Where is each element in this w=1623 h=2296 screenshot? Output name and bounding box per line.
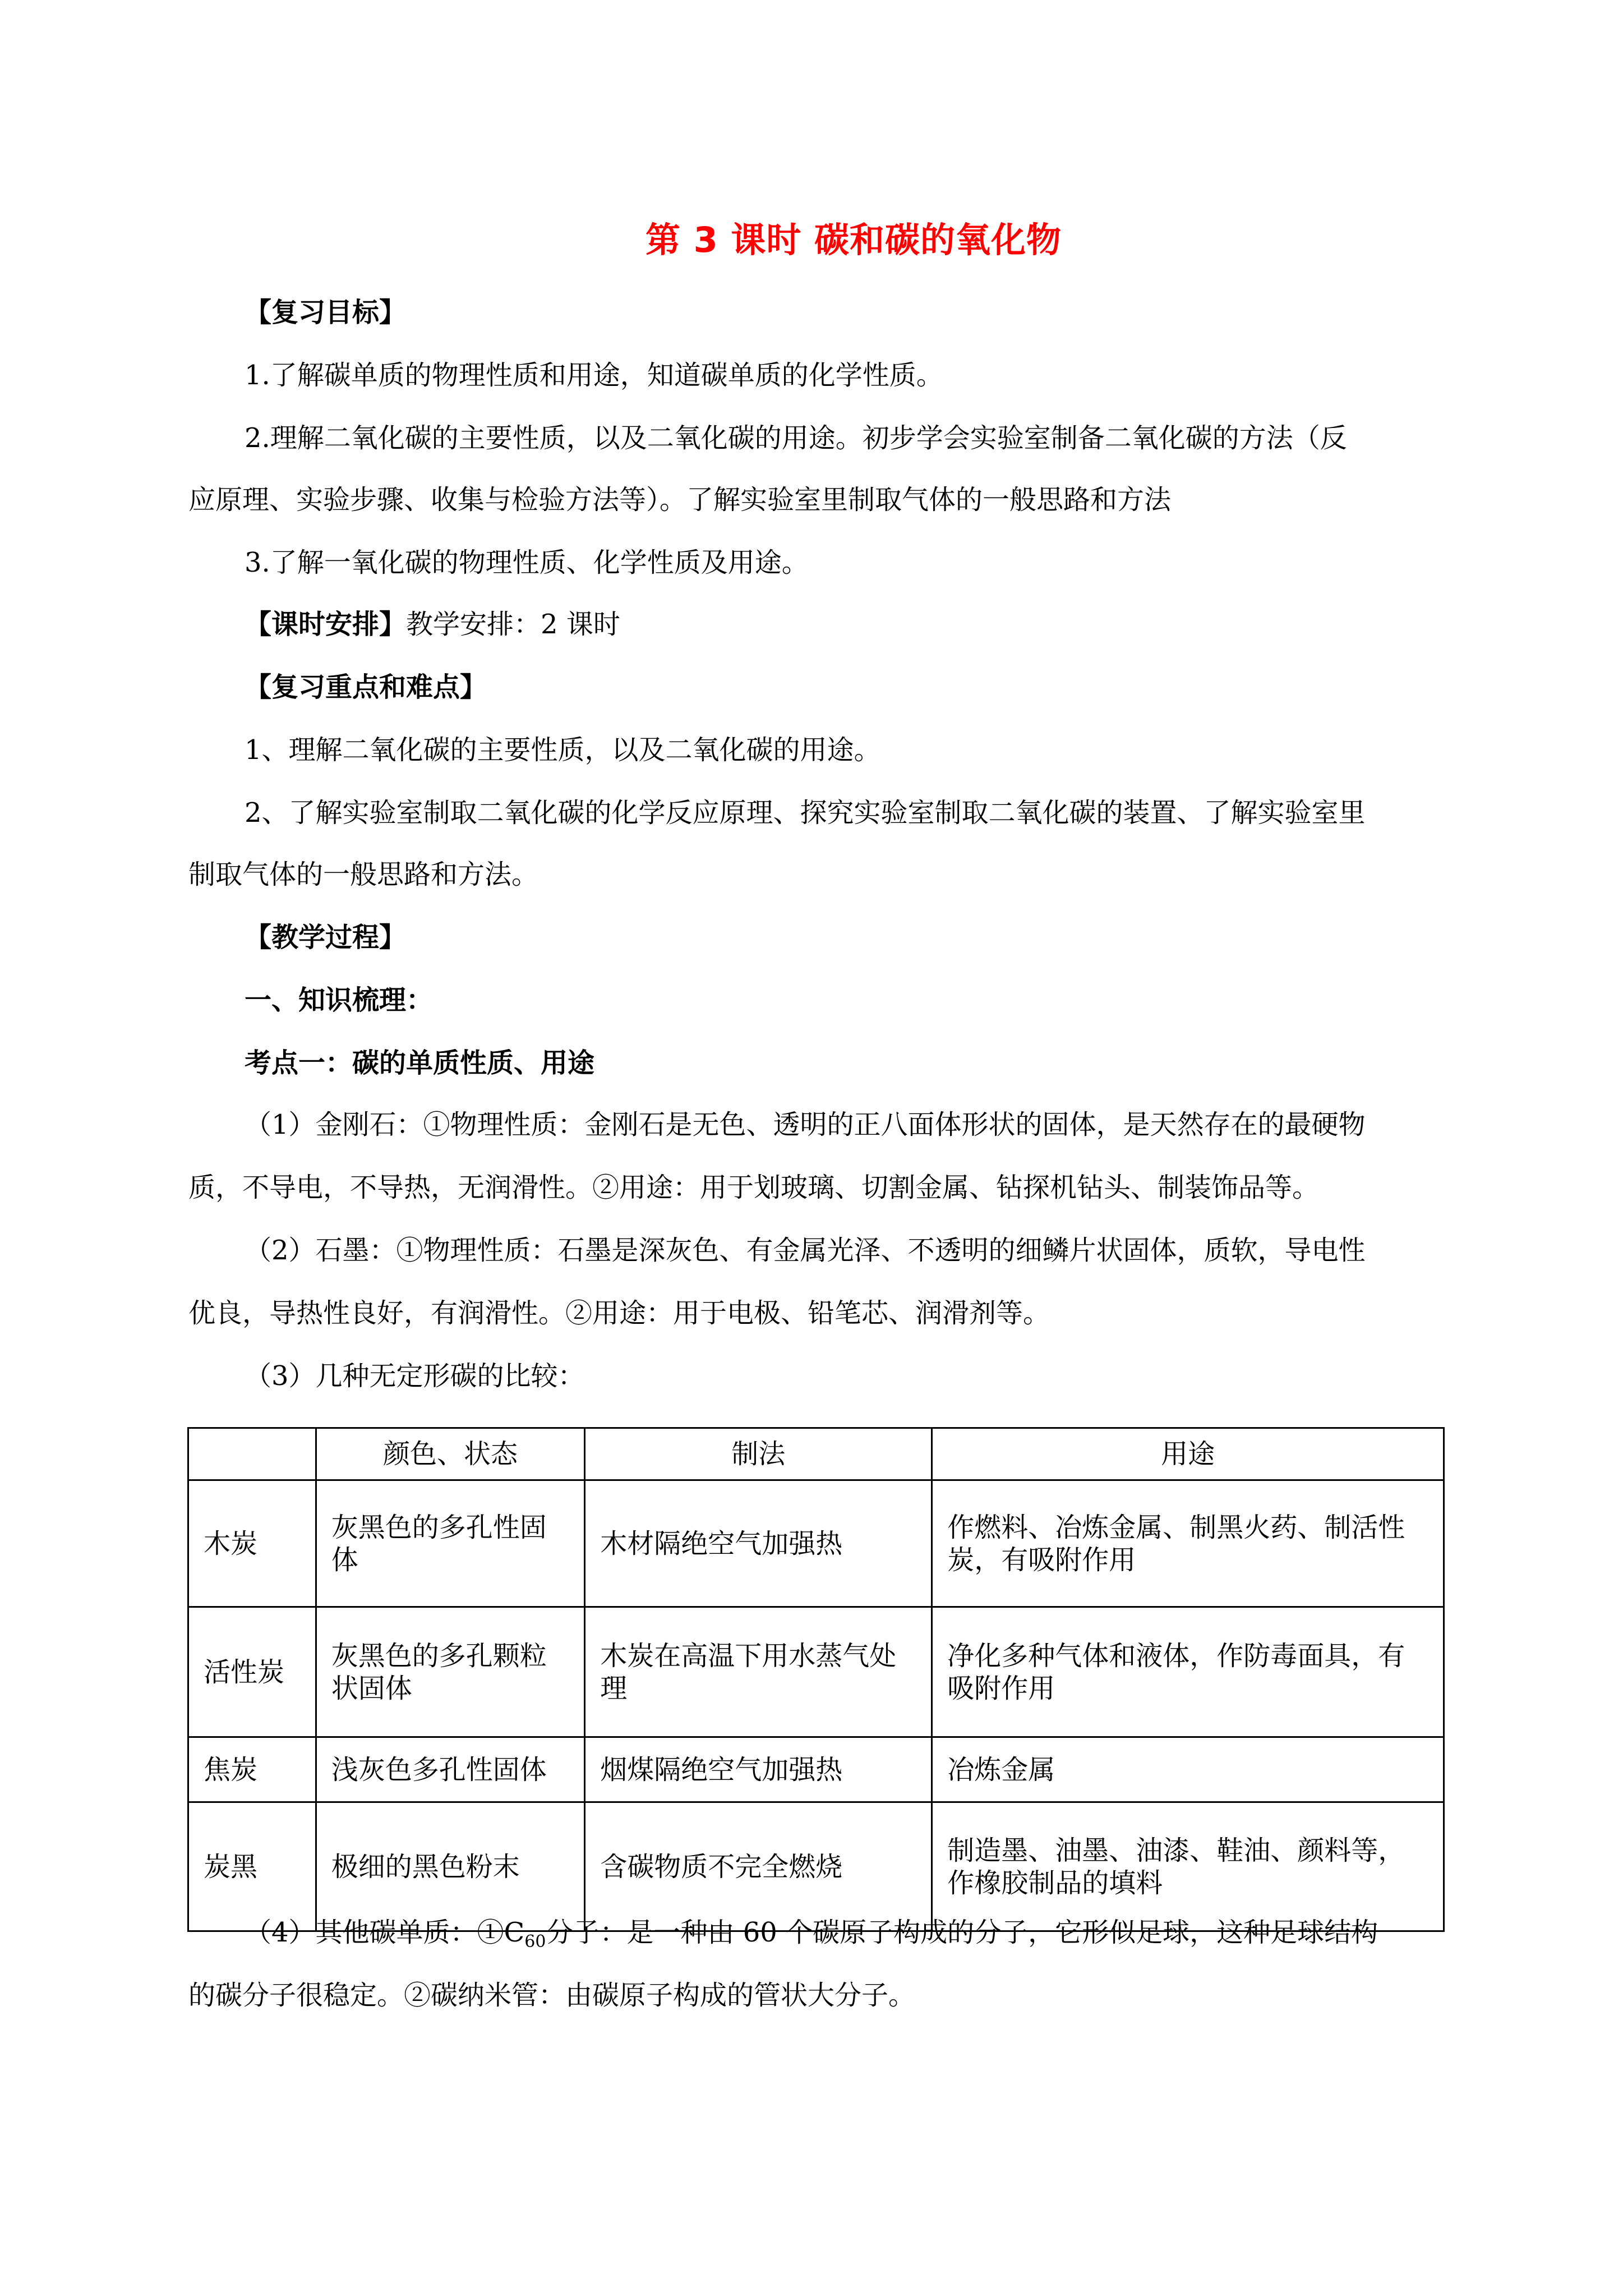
goal-1: 1.了解碳单质的物理性质和用途，知道碳单质的化学性质。 [245, 360, 943, 391]
table-cell: 木材隔绝空气加强热 [585, 1480, 932, 1607]
table-row [188, 1802, 1444, 1931]
process-heading: 【教学过程】 [245, 922, 407, 953]
diamond-line-1: （1）金刚石：①物理性质：金刚石是无色、透明的正八面体形状的固体，是天然存在的最硬物 [245, 1109, 1366, 1140]
table-cell: 木炭在高温下用水蒸气处理 [585, 1607, 932, 1737]
schedule-heading: 【课时安排】 [245, 609, 407, 640]
key-point-2-line-1: 2、了解实验室制取二氧化碳的化学反应原理、探究实验室制取二氧化碳的装置、了解实验室里 [245, 797, 1366, 829]
other-carbon-line-2: 的碳分子很稳定。②碳纳米管：由碳原子构成的管状大分子。 [188, 1980, 916, 2011]
goal-2-line-1: 2.理解二氧化碳的主要性质，以及二氧化碳的用途。初步学会实验室制备二氧化碳的方法（反 [245, 422, 1347, 454]
amorphous-carbon-intro: （3）几种无定形碳的比较： [245, 1360, 585, 1392]
table-row [188, 1480, 1444, 1607]
review-goals-heading: 【复习目标】 [245, 297, 407, 328]
point-1-heading: 考点一：碳的单质性质、用途 [245, 1047, 595, 1079]
table-cell: 极细的黑色粉末 [316, 1802, 584, 1931]
goal-3: 3.了解一氧化碳的物理性质、化学性质及用途。 [245, 547, 809, 578]
table-cell: 浅灰色多孔性固体 [316, 1737, 584, 1802]
table-cell: 木炭 [188, 1480, 316, 1607]
diamond-line-2: 质，不导电，不导热，无润滑性。②用途：用于划玻璃、切割金属、钻探机钻头、制装饰品等。 [188, 1172, 1320, 1203]
other-carbon-suffix: 分子：是一种由 60 个碳原子构成的分子，它形似足球，这种足球结构 [546, 1917, 1378, 1948]
table-cell: 含碳物质不完全燃烧 [585, 1802, 932, 1931]
schedule-text: 教学安排：2 课时 [406, 609, 620, 640]
amorphous-carbon-table [187, 1427, 1445, 1932]
table-cell: 制造墨、油墨、油漆、鞋油、颜料等，作橡胶制品的填料 [932, 1802, 1444, 1931]
key-point-2-line-2: 制取气体的一般思路和方法。 [188, 859, 539, 890]
table-cell: 焦炭 [188, 1737, 316, 1802]
table-cell: 活性炭 [188, 1607, 316, 1737]
goal-2-line-2: 应原理、实验步骤、收集与检验方法等）。了解实验室里制取气体的一般思路和方法 [188, 484, 1172, 516]
part-1-heading: 一、知识梳理： [245, 984, 434, 1016]
table-cell: 炭黑 [188, 1802, 316, 1931]
schedule-line [245, 608, 1445, 641]
other-carbon-line-1 [245, 1916, 1445, 1952]
table-cell: 烟煤隔绝空气加强热 [585, 1737, 932, 1802]
table-header-row [188, 1428, 1444, 1480]
table-row [188, 1607, 1444, 1737]
table-header-cell: 用途 [932, 1428, 1444, 1480]
page-title: 第 3 课时 碳和碳的氧化物 [645, 219, 1062, 260]
other-carbon-prefix: （4）其他碳单质：①C [245, 1917, 525, 1948]
c60-subscript: 60 [524, 1932, 546, 1952]
table-cell: 灰黑色的多孔颗粒状固体 [316, 1607, 584, 1737]
table-header-cell: 颜色、状态 [316, 1428, 584, 1480]
table-cell: 净化多种气体和液体，作防毒面具，有吸附作用 [932, 1607, 1444, 1737]
key-point-1: 1、理解二氧化碳的主要性质，以及二氧化碳的用途。 [245, 734, 881, 766]
table-cell: 灰黑色的多孔性固体 [316, 1480, 584, 1607]
graphite-line-1: （2）石墨：①物理性质：石墨是深灰色、有金属光泽、不透明的细鳞片状固体，质软，导电性 [245, 1235, 1366, 1266]
table-cell: 冶炼金属 [932, 1737, 1444, 1802]
key-points-heading: 【复习重点和难点】 [245, 671, 487, 703]
table-header-cell [188, 1428, 316, 1480]
table-cell: 作燃料、冶炼金属、制黑火药、制活性炭，有吸附作用 [932, 1480, 1444, 1607]
graphite-line-2: 优良，导热性良好，有润滑性。②用途：用于电极、铅笔芯、润滑剂等。 [188, 1297, 1050, 1329]
table-header-cell: 制法 [585, 1428, 932, 1480]
table-row [188, 1737, 1444, 1802]
